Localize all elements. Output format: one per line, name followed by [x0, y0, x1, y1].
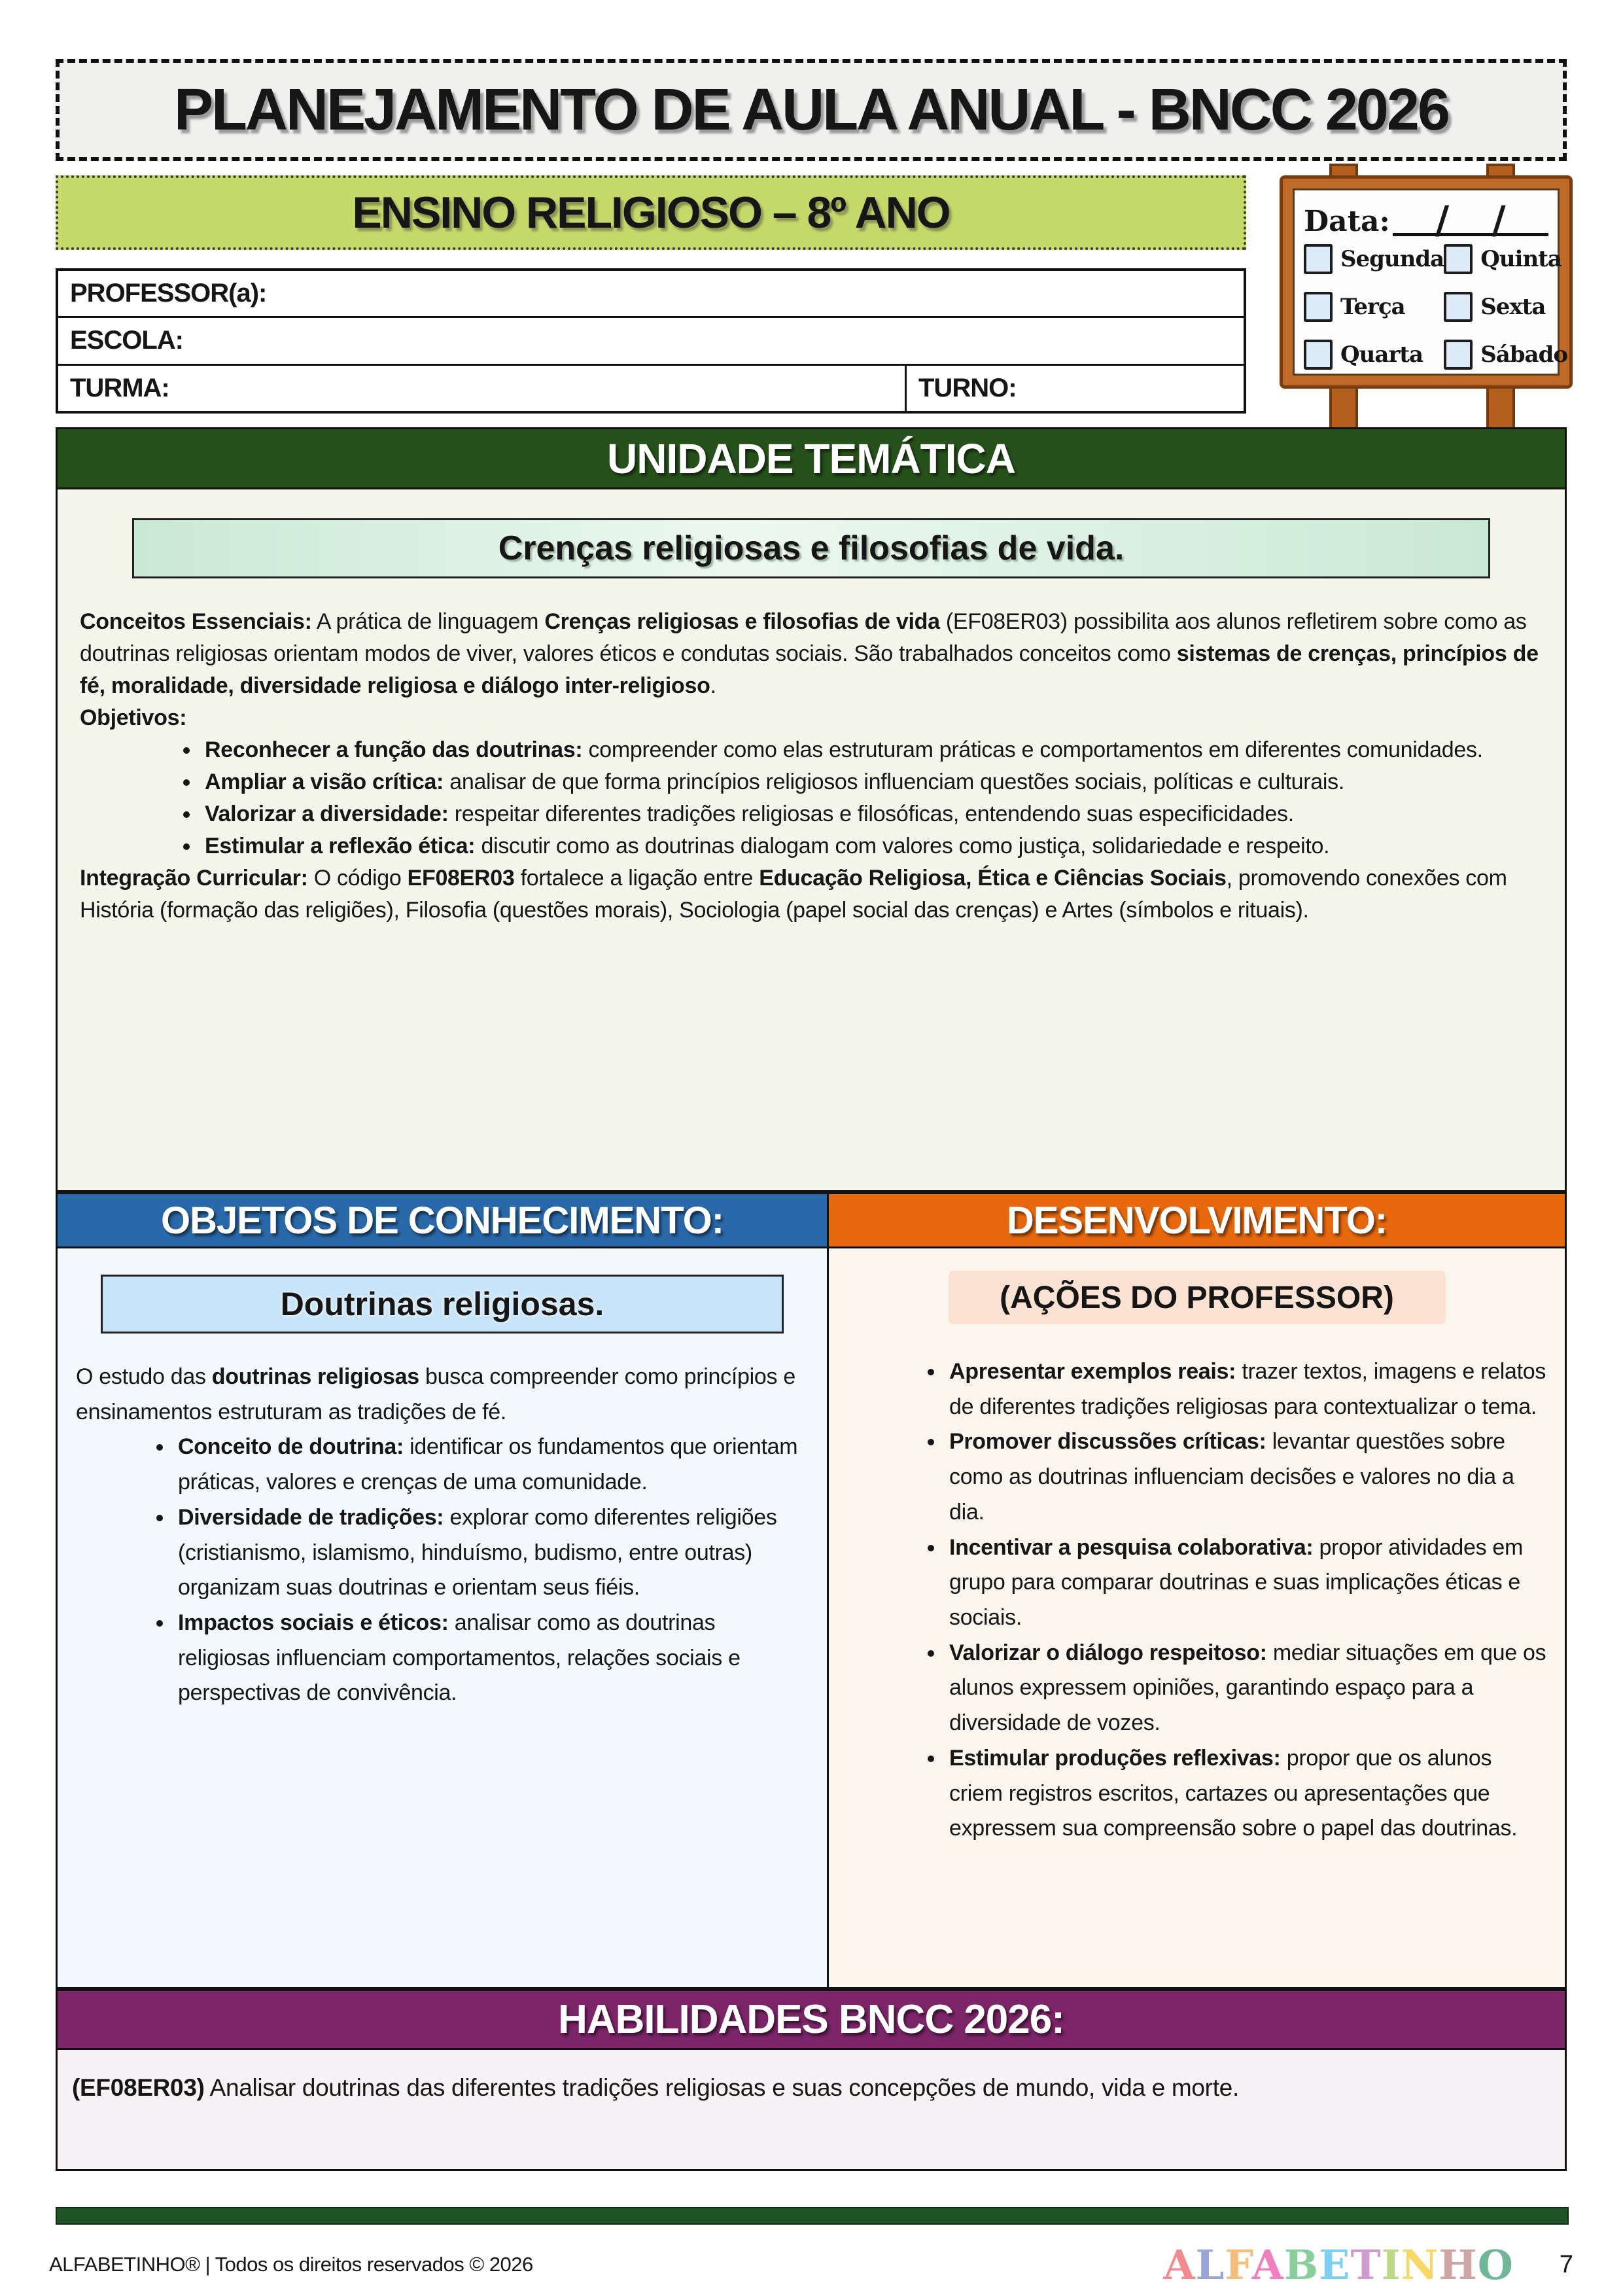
logo-letter: F: [1225, 2240, 1252, 2289]
weekday-checkbox[interactable]: [1304, 244, 1333, 274]
objetivo-item: • Ampliar a visão crítica: analisar de que forma princípios religiosos influenciam questões sociais, políticas e culturais.: [201, 766, 1543, 798]
turma-label: TURMA:: [70, 373, 169, 402]
weekday-item: [1444, 244, 1567, 274]
objetos-item: • Conceito de doutrina: identificar os fundamentos que orientam práticas, valores e crenças de uma comunidade.: [174, 1430, 809, 1500]
escola-row[interactable]: [58, 318, 1244, 365]
desenvolvimento-list: [847, 1354, 1546, 1846]
logo-letter: O: [1477, 2240, 1514, 2289]
doutrinas-box: Doutrinas religiosas.: [101, 1275, 784, 1333]
footer-divider-band: [56, 2207, 1569, 2225]
desenvolvimento-item: • Valorizar o diálogo respeitoso: mediar situações em que os alunos expressem opiniões, garantindo espaço para a diversidade de vozes.: [945, 1636, 1546, 1741]
logo-letter: B: [1283, 2240, 1319, 2289]
weekday-label: Quinta: [1480, 246, 1562, 272]
objetos-item: • Impactos sociais e éticos: analisar como as doutrinas religiosas influenciam comportamentos, relações sociais e perspectivas de convivência.: [174, 1606, 809, 1711]
objetivo-item: • Reconhecer a função das doutrinas: compreender como elas estruturam práticas e comportamentos em diferentes comunidades.: [201, 734, 1543, 766]
objetivos-list: [80, 734, 1543, 862]
desenvolvimento-column: [829, 1248, 1567, 1989]
weekday-label: Sexta: [1480, 294, 1546, 320]
turno-label: TURNO:: [918, 373, 1017, 402]
desenvolvimento-item: • Apresentar exemplos reais: trazer textos, imagens e relatos de diferentes tradições religiosas para contextualizar o tema.: [945, 1354, 1546, 1424]
tema-box: Crenças religiosas e filosofias de vida.: [132, 518, 1490, 578]
professor-label: PROFESSOR(a):: [70, 279, 267, 308]
subject-banner-label: ENSINO RELIGIOSO – 8º ANO: [352, 188, 950, 238]
weekday-item: [1304, 340, 1444, 370]
weekday-label: Terça: [1340, 294, 1405, 320]
logo-letter: I: [1381, 2240, 1401, 2289]
logo-letter: L: [1195, 2240, 1225, 2289]
page-title: PLANEJAMENTO DE AULA ANUAL - BNCC 2026: [174, 77, 1448, 143]
header-info-table: [56, 268, 1246, 414]
sign-board-frame: [1280, 175, 1573, 389]
turno-field[interactable]: [907, 366, 1244, 411]
weekday-item: [1304, 244, 1444, 274]
objetivo-item: • Valorizar a diversidade: respeitar diferentes tradições religiosas e filosóficas, entendendo suas especificidades.: [201, 798, 1543, 830]
page-number: 7: [1559, 2250, 1573, 2278]
integracao-paragraph: Integração Curricular: O código EF08ER03 fortalece a ligação entre Educação Religiosa, Ética e Ciências Sociais, promovendo conexões com História (formação das religiões), Filosofia (questões morais), Sociologia (papel social das crenças) e Artes (símbolos e rituais).: [80, 865, 1507, 923]
logo-letter: E: [1319, 2240, 1351, 2289]
objetos-conhecimento-header: OBJETOS DE CONHECIMENTO:: [56, 1192, 829, 1248]
objetos-intro: O estudo das doutrinas religiosas busca compreender como princípios e ensinamentos estruturam as tradições de fé.: [76, 1364, 795, 1424]
desenvolvimento-item: • Promover discussões críticas: levantar questões sobre como as doutrinas influenciam decisões e valores no dia a dia.: [945, 1424, 1546, 1530]
unidade-text: [75, 606, 1548, 927]
conceitos-paragraph: Conceitos Essenciais: A prática de linguagem Crenças religiosas e filosofias de vida (EF08ER03) possibilita aos alunos refletirem sobre como as doutrinas religiosas orientam modos de viver, valores éticos e condutas sociais. São trabalhados conceitos como sistemas de crenças, princípios de fé, moralidade, diversidade religiosa e diálogo inter-religioso.: [80, 609, 1539, 698]
weekday-item: [1444, 292, 1567, 322]
desenvolvimento-item: • Estimular produções reflexivas: propor que os alunos criem registros escritos, cartazes ou apresentações que expressem sua compreensão sobre o papel das doutrinas.: [945, 1741, 1546, 1846]
habilidades-body: [56, 2050, 1567, 2171]
weekday-label: Segunda: [1340, 246, 1444, 272]
weekday-checkbox[interactable]: [1444, 340, 1473, 370]
professor-row[interactable]: [58, 271, 1244, 318]
unidade-tematica-body: [56, 489, 1567, 1192]
logo-letter: T: [1350, 2240, 1382, 2289]
desenvolvimento-header: DESENVOLVIMENTO:: [829, 1192, 1567, 1248]
turma-turno-row: [58, 366, 1244, 411]
acoes-professor-box: (AÇÕES DO PROFESSOR): [949, 1271, 1446, 1324]
weekday-label: Sábado: [1480, 342, 1568, 368]
desenvolvimento-text: [847, 1354, 1546, 1846]
copyright-text: ALFABETINHO® | Todos os direitos reservados © 2026: [49, 2253, 533, 2276]
page-title-box: [56, 59, 1567, 161]
unidade-tematica-header: UNIDADE TEMÁTICA: [56, 427, 1567, 489]
date-label: Data:: [1304, 205, 1390, 238]
weekday-label: Quarta: [1340, 342, 1423, 368]
alfabetinho-logo: [1164, 2241, 1514, 2289]
logo-letter: H: [1439, 2240, 1478, 2289]
habilidade-text: (EF08ER03) Analisar doutrinas das diferentes tradições religiosas e suas concepções de mundo, vida e morte.: [72, 2074, 1239, 2101]
weekday-checkbox[interactable]: [1304, 340, 1333, 370]
date-sign: [1280, 164, 1573, 431]
turma-field[interactable]: [58, 366, 907, 411]
footer: [49, 2236, 1573, 2293]
escola-label: ESCOLA:: [70, 326, 183, 355]
objetos-item: • Diversidade de tradições: explorar como diferentes religiões (cristianismo, islamismo, hinduísmo, budismo, entre outras) organizam suas doutrinas e orientam seus fiéis.: [174, 1500, 809, 1606]
objetivos-heading: Objetivos:: [80, 705, 187, 730]
objetos-text: [76, 1360, 809, 1711]
date-fill-line[interactable]: [1393, 197, 1548, 242]
weekday-item: [1304, 292, 1444, 322]
weekday-checkbox[interactable]: [1444, 244, 1473, 274]
logo-letter: A: [1251, 2240, 1284, 2289]
objetos-list: [76, 1430, 809, 1711]
habilidades-header: HABILIDADES BNCC 2026:: [56, 1989, 1567, 2050]
objetivo-item: • Estimular a reflexão ética: discutir como as doutrinas dialogam com valores como justiça, solidariedade e respeito.: [201, 830, 1543, 862]
date-slash: /: [1492, 197, 1506, 242]
logo-letter: A: [1163, 2240, 1196, 2289]
date-row: [1304, 196, 1548, 242]
weekday-checkbox-grid: [1304, 244, 1568, 370]
objetos-conhecimento-column: [56, 1248, 829, 1989]
sign-board: [1293, 188, 1568, 376]
weekday-checkbox[interactable]: [1304, 292, 1333, 322]
logo-letter: N: [1401, 2240, 1439, 2289]
desenvolvimento-item: • Incentivar a pesquisa colaborativa: propor atividades em grupo para comparar doutrinas e suas implicações éticas e sociais.: [945, 1530, 1546, 1636]
weekday-checkbox[interactable]: [1444, 292, 1473, 322]
weekday-item: [1444, 340, 1567, 370]
subject-banner: [56, 175, 1246, 250]
date-slash: /: [1435, 197, 1450, 242]
